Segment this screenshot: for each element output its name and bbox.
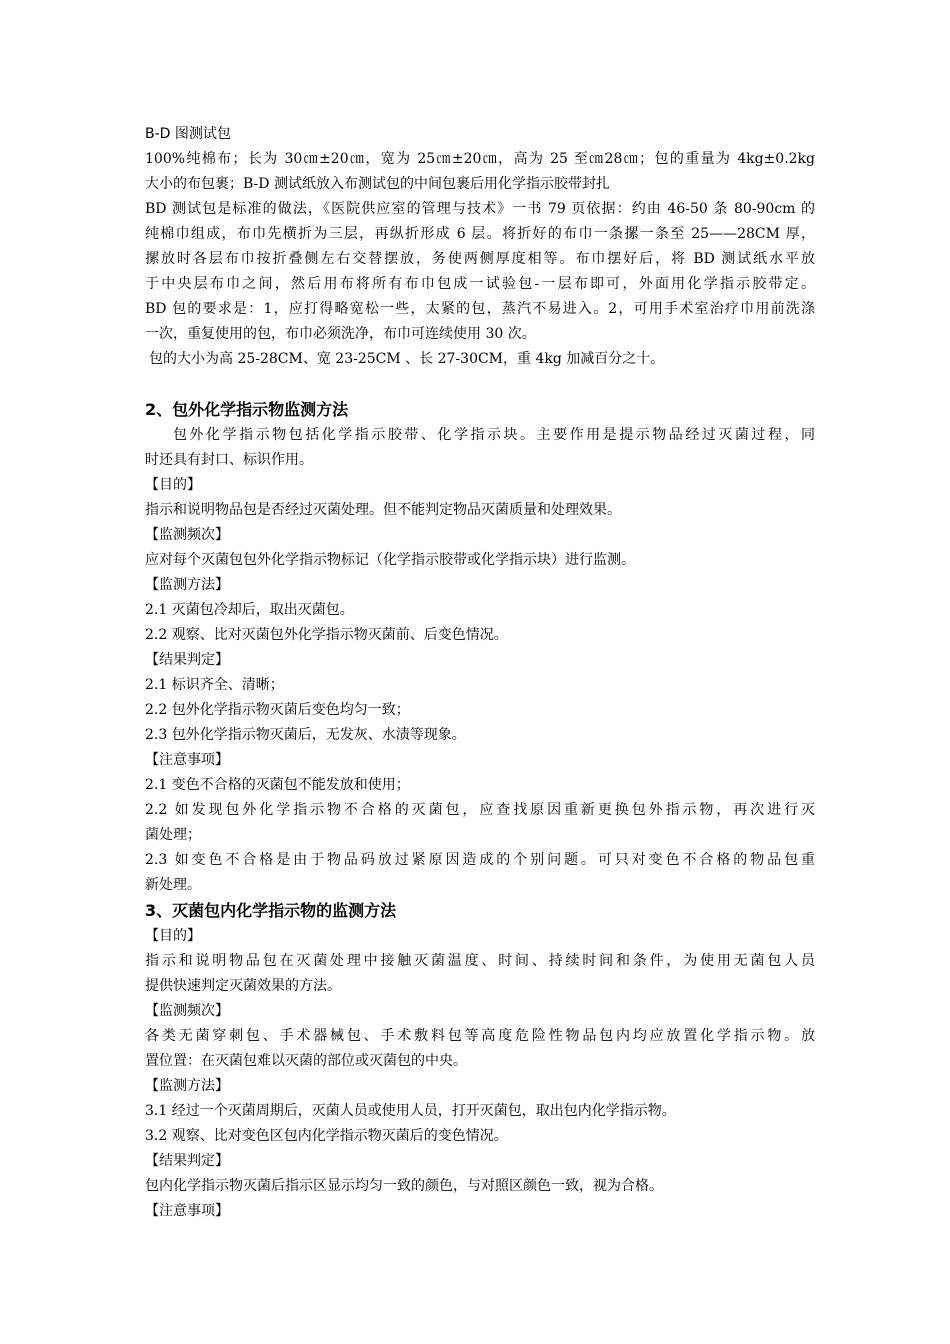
section-2-result-item: 2.2 包外化学指示物灭菌后变色均匀一致； (145, 702, 410, 718)
section-2-method-item: 2.2 观察、比对灭菌包外化学指示物灭菌前、后变色情况。 (145, 627, 508, 643)
section-2-frequency-label: 【监测频次】 (145, 527, 229, 543)
section-2-note-item: 菌处理； (145, 827, 201, 843)
section-2-method-label: 【监测方法】 (145, 577, 229, 593)
bd-pack-paragraph-line: 于中央层布巾之间，然后用布将所有布巾包成一试验包-一层布即可，外面用化学指示胶带定。 (145, 276, 815, 292)
bd-pack-spec-line-2: 大小的布包裹；B-D 测试纸放入布测试包的中间包裹后用化学指示胶带封扎 (145, 176, 610, 192)
section-3-frequency-label: 【监测频次】 (145, 1003, 229, 1019)
bd-pack-paragraph-line: 摞放时各层布巾按折叠侧左右交替摆放，务使两侧厚度相等。布巾摆好后，将 BD 测试纸水平放 (145, 251, 815, 267)
bd-pack-paragraph-line: BD 测试包是标准的做法，《医院供应室的管理与技术》一书 79 页依据：约由 46-50 条 80-90cm 的 (145, 201, 815, 217)
document-page (145, 122, 815, 1224)
section-3-purpose-label: 【目的】 (145, 928, 201, 944)
section-2-notes-label: 【注意事项】 (145, 752, 229, 768)
bd-pack-spec-line-1: 100%纯棉布；长为 30㎝±20㎝，宽为 25㎝±20㎝，高为 25 至㎝28㎝；包的重量为 4kg±0.2kg (145, 151, 815, 167)
section-3-notes-label: 【注意事项】 (145, 1203, 229, 1219)
section-2-note-item: 2.3 如变色不合格是由于物品码放过紧原因造成的个别问题。可只对变色不合格的物品包重 (145, 852, 815, 868)
section-3-purpose-text: 指示和说明物品包在灭菌处理中接触灭菌温度、时间、持续时间和条件，为使用无菌包人员 (145, 953, 815, 969)
section-2-result-item: 2.1 标识齐全、清晰； (145, 677, 284, 693)
section-3-method-label: 【监测方法】 (145, 1078, 229, 1094)
section-3-method-item: 3.2 观察、比对变色区包内化学指示物灭菌后的变色情况。 (145, 1128, 508, 1144)
section-2-frequency-text: 应对每个灭菌包包外化学指示物标记（化学指示胶带或化学指示块）进行监测。 (145, 552, 635, 568)
section-2-method-item: 2.1 灭菌包冷却后，取出灭菌包。 (145, 602, 354, 618)
section-3-purpose-text: 提供快速判定灭菌效果的方法。 (145, 978, 341, 994)
bd-pack-title: B-D 图测试包 (145, 126, 231, 142)
section-3-frequency-text: 置位置：在灭菌包难以灭菌的部位或灭菌包的中央。 (145, 1053, 467, 1069)
section-2-note-item: 2.1 变色不合格的灭菌包不能发放和使用； (145, 777, 410, 793)
section-3-method-item: 3.1 经过一个灭菌周期后，灭菌人员或使用人员，打开灭菌包，取出包内化学指示物。 (145, 1103, 676, 1119)
bd-pack-size-note: 包的大小为高 25-28CM、宽 23-25CM 、长 27-30CM，重 4kg 加减百分之十。 (149, 351, 665, 367)
section-2-purpose-text: 指示和说明物品包是否经过灭菌处理。但不能判定物品灭菌质量和处理效果。 (145, 502, 621, 518)
section-2-intro-line: 包外化学指示物包括化学指示胶带、化学指示块。主要作用是提示物品经过灭菌过程，同 (173, 427, 815, 443)
section-3-result-text: 包内化学指示物灭菌后指示区显示均匀一致的颜色，与对照区颜色一致，视为合格。 (145, 1178, 663, 1194)
section-2-result-item: 2.3 包外化学指示物灭菌后，无发灰、水渍等现象。 (145, 727, 466, 743)
section-2-result-label: 【结果判定】 (145, 652, 229, 668)
section-3-heading: 3、灭菌包内化学指示物的监测方法 (145, 901, 397, 920)
section-2-purpose-label: 【目的】 (145, 477, 201, 493)
section-2-note-item: 新处理。 (145, 877, 201, 893)
section-3-frequency-text: 各类无菌穿刺包、手术器械包、手术敷料包等高度危险性物品包内均应放置化学指示物。放 (145, 1028, 815, 1044)
section-3-result-label: 【结果判定】 (145, 1153, 229, 1169)
section-2-intro-line: 时还具有封口、标识作用。 (145, 452, 313, 468)
bd-pack-requirement-line: BD 包的要求是：1，应打得略宽松一些，太紧的包，蒸汽不易进入。2，可用手术室治疗巾用前洗涤 (145, 301, 815, 317)
section-2-note-item: 2.2 如发现包外化学指示物不合格的灭菌包，应查找原因重新更换包外指示物，再次进行灭 (145, 802, 815, 818)
section-2-heading: 2、包外化学指示物监测方法 (145, 400, 349, 419)
bd-pack-requirement-line: 一次，重复使用的包，布巾必须洗净，布巾可连续使用 30 次。 (145, 326, 536, 342)
bd-pack-paragraph-line: 纯棉巾组成，布巾先横折为三层，再纵折形成 6 层。将折好的布巾一条摞一条至 25——28CM 厚， (145, 226, 815, 242)
